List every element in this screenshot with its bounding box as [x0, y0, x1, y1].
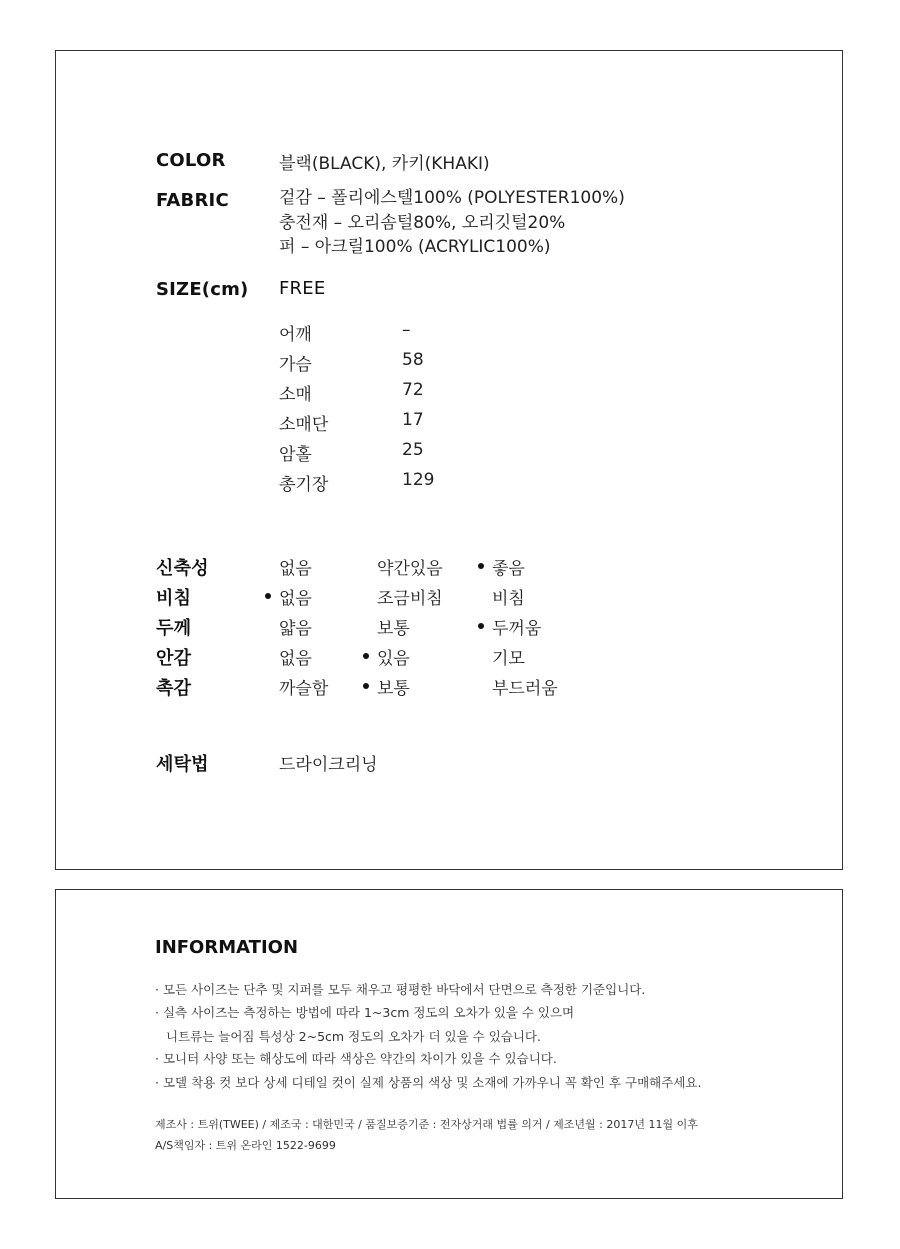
size-label: SIZE(cm) — [156, 279, 249, 300]
fabric-line-outer: 겉감 – 폴리에스텔100% (POLYESTER100%) — [279, 188, 625, 208]
property-option-label: 부드러움 — [492, 679, 558, 699]
property-option-label: 기모 — [492, 649, 525, 669]
color-value: 블랙(BLACK), 카키(KHAKI) — [279, 154, 490, 174]
color-label: COLOR — [156, 150, 226, 171]
washing-label: 세탁법 — [156, 754, 209, 775]
selected-dot-icon — [478, 623, 484, 629]
property-option — [492, 674, 558, 699]
property-option-label: 얇음 — [279, 619, 312, 639]
selected-dot-icon — [265, 593, 271, 599]
size-row-name: 총기장 — [279, 475, 329, 495]
property-option-label: 없음 — [279, 559, 312, 579]
size-row-name: 소매 — [279, 385, 312, 405]
manufacturer-info: 제조사 : 트위(TWEE) / 제조국 : 대한민국 / 품질보증기준 : 전자상거래 법률 의거 / 제조년월 : 2017년 11월 이후 — [155, 1118, 698, 1131]
property-option — [279, 584, 312, 609]
property-label: 신축성 — [156, 558, 209, 579]
property-label: 두께 — [156, 618, 192, 639]
size-row-name: 어깨 — [279, 325, 312, 345]
property-option-label: 없음 — [279, 589, 312, 609]
size-row-value: 129 — [402, 470, 435, 490]
property-option — [279, 644, 312, 669]
fabric-line-fur: 퍼 – 아크릴100% (ACRYLIC100%) — [279, 237, 551, 257]
size-row-value: – — [402, 320, 411, 340]
info-note: · 실측 사이즈는 측정하는 방법에 따라 1~3cm 정도의 오차가 있을 수 있으며 — [155, 1005, 575, 1020]
property-option — [377, 674, 410, 699]
property-option-label: 까슬함 — [279, 679, 329, 699]
property-option-label: 약간있음 — [377, 559, 443, 579]
size-row-name: 가슴 — [279, 355, 312, 375]
selected-dot-icon — [478, 563, 484, 569]
property-option — [377, 614, 410, 639]
as-contact-info: A/S책임자 : 트위 온라인 1522-9699 — [155, 1139, 336, 1152]
info-note: · 모든 사이즈는 단추 및 지퍼를 모두 채우고 평평한 바닥에서 단면으로 측정한 기준입니다. — [155, 982, 646, 997]
property-option-label: 좋음 — [492, 559, 525, 579]
property-option — [377, 554, 443, 579]
property-option-label: 보통 — [377, 619, 410, 639]
size-row-name: 암홀 — [279, 445, 312, 465]
property-option-label: 보통 — [377, 679, 410, 699]
product-spec-panel — [55, 50, 843, 870]
property-option — [377, 644, 410, 669]
selected-dot-icon — [363, 683, 369, 689]
size-row-value: 25 — [402, 440, 424, 460]
size-row-name: 소매단 — [279, 415, 329, 435]
property-option — [492, 584, 525, 609]
property-option-label: 조금비침 — [377, 589, 443, 609]
property-option — [279, 554, 312, 579]
property-option-label: 없음 — [279, 649, 312, 669]
property-option-label: 있음 — [377, 649, 410, 669]
info-note: · 모델 착용 컷 보다 상세 디테일 컷이 실제 상품의 색상 및 소재에 가까우니 꼭 확인 후 구매해주세요. — [155, 1075, 702, 1090]
size-row-value: 72 — [402, 380, 424, 400]
property-option — [492, 614, 541, 639]
fabric-label: FABRIC — [156, 190, 229, 211]
information-panel — [55, 889, 843, 1199]
info-note: · 모니터 사양 또는 해상도에 따라 색상은 약간의 차이가 있을 수 있습니다. — [155, 1051, 557, 1066]
property-label: 비침 — [156, 588, 192, 609]
selected-dot-icon — [363, 653, 369, 659]
property-option-label: 두꺼움 — [492, 619, 542, 639]
washing-value: 드라이크리닝 — [279, 755, 378, 775]
property-option — [377, 584, 443, 609]
property-option-label: 비침 — [492, 589, 525, 609]
property-option — [492, 554, 525, 579]
information-title: INFORMATION — [155, 937, 299, 958]
info-note: 니트류는 늘어짐 특성상 2~5cm 정도의 오차가 더 있을 수 있습니다. — [166, 1029, 541, 1044]
size-value: FREE — [279, 278, 326, 299]
property-option — [492, 644, 525, 669]
property-label: 안감 — [156, 648, 192, 669]
property-option — [279, 674, 328, 699]
property-label: 촉감 — [156, 678, 192, 699]
property-option — [279, 614, 312, 639]
size-row-value: 17 — [402, 410, 424, 430]
size-row-value: 58 — [402, 350, 424, 370]
fabric-line-filling: 충전재 – 오리솜털80%, 오리깃털20% — [279, 213, 566, 233]
